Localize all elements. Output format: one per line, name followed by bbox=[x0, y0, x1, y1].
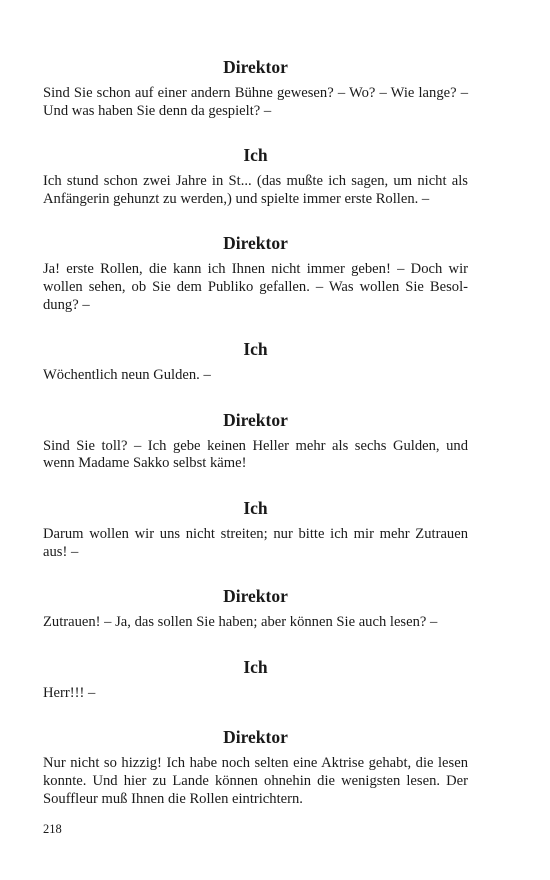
speaker-heading: Direktor bbox=[223, 233, 288, 254]
speaker-heading: Direktor bbox=[223, 727, 288, 748]
speech-paragraph: Herr!!! – bbox=[43, 684, 96, 701]
speech-paragraph: Wöchentlich neun Gulden. – bbox=[43, 367, 211, 384]
dialogue-page bbox=[43, 56, 468, 832]
page-number: 218 bbox=[43, 822, 62, 836]
speech-paragraph: Ich stund schon zwei Jahre in St... (das mußte ich sagen, um nicht als Anfängerin gehunzt zu werden,) und spielte immer erste Rollen. – bbox=[43, 173, 468, 207]
speaker-heading: Direktor bbox=[223, 409, 288, 430]
speech-paragraph: Zutrauen! – Ja, das sollen Sie haben; aber können Sie auch lesen? – bbox=[43, 614, 438, 631]
speech-paragraph: Sind Sie schon auf einer andern Bühne gewesen? – Wo? – Wie lange? – Und was haben Sie denn da gespielt? – bbox=[43, 85, 468, 119]
speaker-heading: Ich bbox=[243, 497, 268, 518]
speech-paragraph: Darum wollen wir uns nicht streiten; nur bitte ich mir mehr Zutrauen aus! – bbox=[43, 525, 468, 560]
speaker-heading: Direktor bbox=[223, 586, 288, 607]
speaker-heading: Ich bbox=[243, 145, 268, 166]
speech-paragraph: Sind Sie toll? – Ich gebe keinen Heller mehr als sechs Gulden, und wenn Madame Sakko selbst käme! bbox=[43, 437, 468, 472]
speaker-heading: Ich bbox=[243, 656, 268, 677]
speech-paragraph: Nur nicht so hizzig! Ich habe noch selten eine Aktrise gehabt, die lesen konnte. Und hier zu Lande können ohnehin die wenigsten lesen. Der Souffleur muß Ihnen die Rollen eintrichtern. bbox=[43, 755, 468, 807]
speech-paragraph: Ja! erste Rollen, die kann ich Ihnen nicht immer geben! – Doch wir wollen sehen, ob Sie dem Publiko gefallen. – Was wollen Sie Besoldung? – bbox=[43, 261, 468, 313]
speaker-heading: Direktor bbox=[223, 57, 288, 77]
speaker-heading: Ich bbox=[243, 339, 268, 360]
